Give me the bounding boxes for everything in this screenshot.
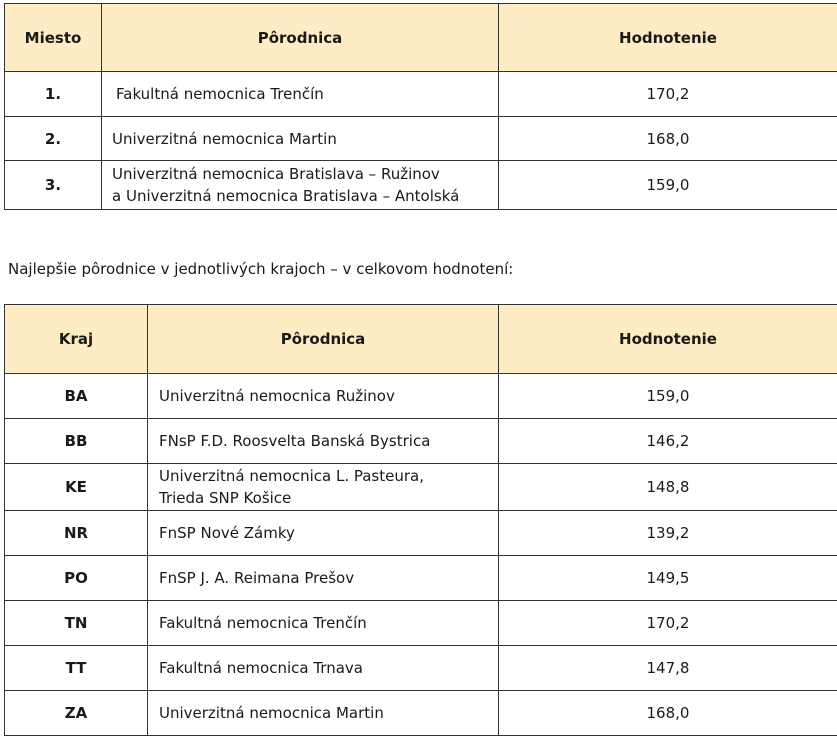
rank-cell: 3.: [5, 161, 102, 210]
column-header-rank: Miesto: [5, 4, 102, 72]
hospital-cell: [148, 556, 499, 601]
score-cell: 148,8: [499, 464, 837, 511]
table-header-row: [5, 305, 837, 374]
table-row: [5, 464, 837, 511]
column-header-score: Hodnotenie: [499, 305, 837, 374]
table-row: [5, 374, 837, 419]
region-cell: BB: [5, 419, 148, 464]
score-cell: 170,2: [499, 72, 837, 117]
hospital-cell: [148, 511, 499, 556]
hospital-name-line-2: a Univerzitná nemocnica Bratislava – Antolská: [112, 187, 460, 205]
table-row: [5, 419, 837, 464]
hospital-cell: [102, 117, 499, 161]
table-row: [5, 117, 837, 161]
hospital-cell: [148, 691, 499, 736]
score-cell: 147,8: [499, 646, 837, 691]
table-row: [5, 646, 837, 691]
region-cell: PO: [5, 556, 148, 601]
rank-cell: 2.: [5, 117, 102, 161]
regional-best-maternity-table: [4, 304, 837, 736]
hospital-name-line-2: Trieda SNP Košice: [159, 489, 292, 507]
column-header-hospital: Pôrodnica: [148, 305, 499, 374]
table-row: [5, 556, 837, 601]
region-cell: BA: [5, 374, 148, 419]
score-cell: 139,2: [499, 511, 837, 556]
score-cell: 168,0: [499, 117, 837, 161]
hospital-cell: [148, 646, 499, 691]
table-header-row: [5, 4, 837, 72]
hospital-name: FnSP Nové Zámky: [159, 524, 295, 542]
hospital-name: Fakultná nemocnica Trenčín: [116, 85, 324, 103]
hospital-name: Fakultná nemocnica Trnava: [159, 659, 363, 677]
table-row: [5, 72, 837, 117]
hospital-name: FNsP F.D. Roosvelta Banská Bystrica: [159, 432, 431, 450]
hospital-cell: [102, 161, 499, 210]
score-cell: 146,2: [499, 419, 837, 464]
column-header-region: Kraj: [5, 305, 148, 374]
table-row: [5, 601, 837, 646]
table-row: [5, 161, 837, 210]
rank-cell: 1.: [5, 72, 102, 117]
region-cell: NR: [5, 511, 148, 556]
hospital-cell: [102, 72, 499, 117]
regional-section-caption: Najlepšie pôrodnice v jednotlivých krajoch – v celkovom hodnotení:: [8, 260, 514, 278]
region-cell: ZA: [5, 691, 148, 736]
hospital-name: Fakultná nemocnica Trenčín: [159, 614, 367, 632]
region-cell: KE: [5, 464, 148, 511]
column-header-hospital: Pôrodnica: [102, 4, 499, 72]
table-row: [5, 691, 837, 736]
hospital-name: FnSP J. A. Reimana Prešov: [159, 569, 355, 587]
score-cell: 159,0: [499, 161, 837, 210]
hospital-cell: [148, 464, 499, 511]
top-maternity-ranking-table: [4, 3, 837, 210]
score-cell: 159,0: [499, 374, 837, 419]
hospital-cell: [148, 601, 499, 646]
region-cell: TN: [5, 601, 148, 646]
score-cell: 170,2: [499, 601, 837, 646]
score-cell: 168,0: [499, 691, 837, 736]
hospital-name: Univerzitná nemocnica Ružinov: [159, 387, 395, 405]
hospital-name-line-1: Univerzitná nemocnica Bratislava – Ružinov: [112, 165, 440, 183]
score-cell: 149,5: [499, 556, 837, 601]
hospital-cell: [148, 374, 499, 419]
table-row: [5, 511, 837, 556]
column-header-score: Hodnotenie: [499, 4, 837, 72]
hospital-name-line-1: Univerzitná nemocnica L. Pasteura,: [159, 467, 424, 485]
hospital-name: Univerzitná nemocnica Martin: [112, 129, 337, 148]
hospital-name: Univerzitná nemocnica Martin: [159, 704, 384, 722]
region-cell: TT: [5, 646, 148, 691]
hospital-cell: [148, 419, 499, 464]
